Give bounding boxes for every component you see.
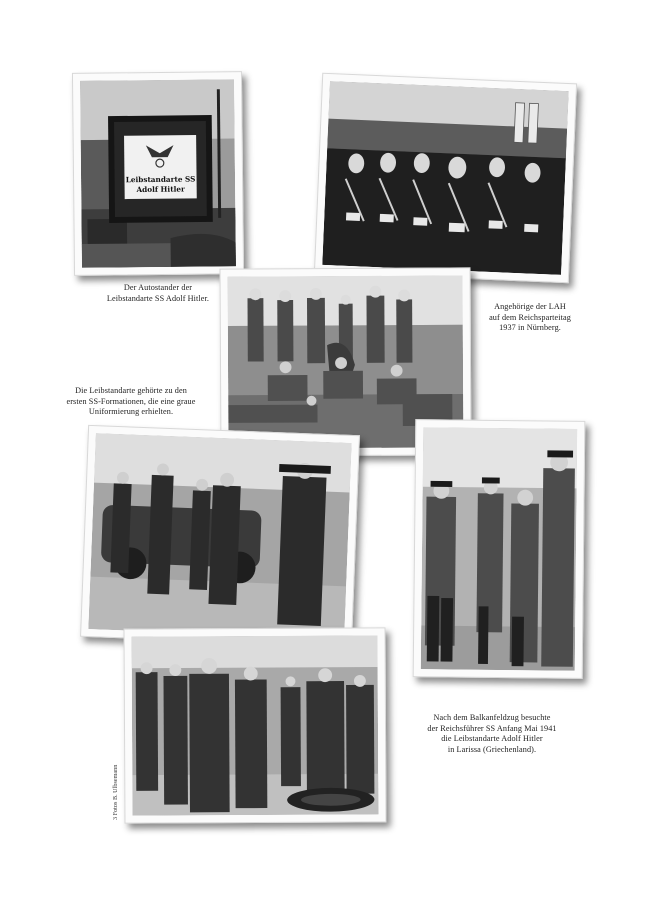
photo-officers-car <box>80 425 360 647</box>
caption-larissa <box>412 713 572 755</box>
caption-car-standard <box>98 283 218 304</box>
photo-credit: 3 Fotos B. Ulbsemann <box>112 764 119 820</box>
plate-line-1: Leibstandarte SS <box>125 174 196 185</box>
photo-car-standard <box>72 71 244 276</box>
caption-line: ersten SS-Formationen, die eine graue <box>66 396 196 406</box>
plate-line-2: Adolf Hitler <box>136 184 185 195</box>
caption-line: Nach dem Balkanfeldzug besuchte <box>433 713 551 722</box>
caption-line: Uniformierung erhielten. <box>88 407 174 416</box>
caption-line: 1937 in Nürnberg. <box>499 323 561 332</box>
caption-rally <box>470 302 590 334</box>
caption-line: Angehörige der LAH <box>494 302 566 311</box>
caption-line: Die Leibstandarte gehörte zu den <box>75 386 187 395</box>
caption-line: in Larissa (Griechenland). <box>447 744 537 754</box>
photo-rally <box>314 73 577 284</box>
caption-uniform <box>50 386 212 418</box>
caption-line: die Leibstandarte Adolf Hitler <box>441 734 543 743</box>
photo-larissa <box>123 627 386 823</box>
caption-line: der Reichsführer SS Anfang Mai 1941 <box>427 723 557 733</box>
caption-line: Leibstandarte SS Adolf Hitler. <box>106 293 210 303</box>
photo-marching-officers <box>413 419 586 679</box>
caption-line: auf dem Reichsparteitag <box>489 312 571 322</box>
caption-line: Der Autostander der <box>123 283 193 292</box>
